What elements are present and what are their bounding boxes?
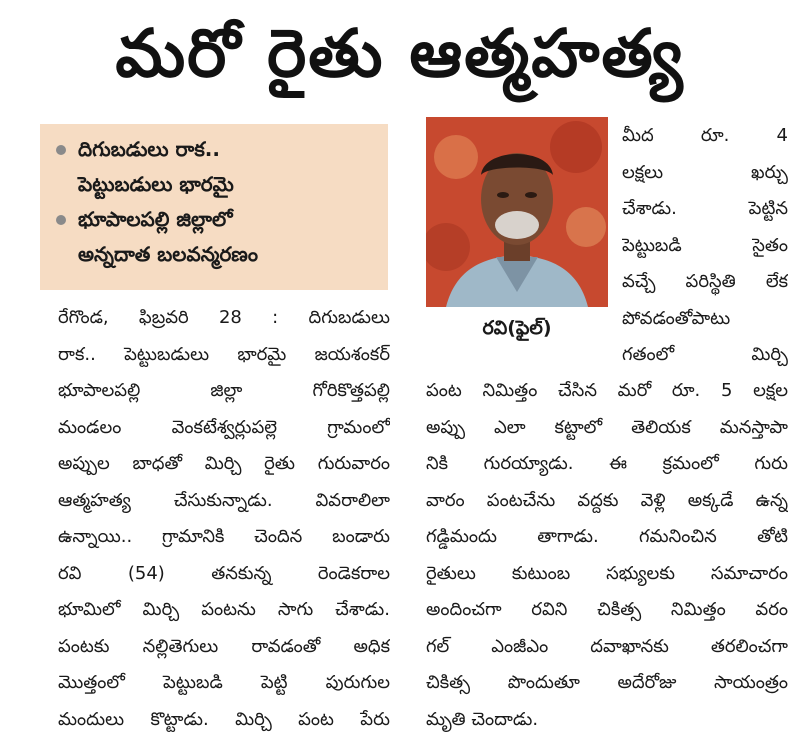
body-column-right-top bbox=[622, 118, 788, 374]
highlights-box bbox=[40, 124, 388, 290]
text-line: నికి గురయ్యాడు. ఈ క్రమంలో గురు bbox=[426, 453, 788, 474]
highlight-line: దిగుబడులు రాక.. bbox=[78, 137, 220, 161]
body-column-left bbox=[58, 300, 390, 738]
text-line: రైతులు కుటుంబ సభ్యులకు సమాచారం bbox=[426, 562, 788, 584]
text-line: భూపాలపల్లి జిల్లా గోరికొత్తపల్లి bbox=[58, 380, 390, 401]
text-line: లక్షలు ఖర్చు bbox=[622, 161, 788, 183]
text-line: పోవడంతోపాటు bbox=[622, 307, 731, 329]
text-line: పంటకు నల్లితెగులు రావడంతో అధిక bbox=[58, 635, 390, 657]
highlight-item bbox=[52, 132, 378, 202]
text-line: అప్పు ఎలా కట్టాలో తెలియక మనస్తాపా bbox=[426, 416, 788, 438]
highlight-line: భూపాలపల్లి జిల్లాలో bbox=[78, 207, 233, 231]
text-line: వారం పంటచేను వద్దకు వెళ్లి అక్కడే ఉన్న bbox=[426, 489, 788, 511]
text-line: భూమిలో మిర్చి పంటను సాగు చేశాడు. bbox=[58, 599, 390, 620]
text-line: రవి (54) తనకున్న రెండెకరాల bbox=[58, 562, 390, 584]
text-line: మృతి చెందాడు. bbox=[426, 708, 539, 730]
text-line: మండలం వెంకటేశ్వర్లుపల్లె గ్రామంలో bbox=[58, 416, 390, 438]
headline: మరో రైతు ఆత్మహత్య bbox=[115, 15, 685, 92]
text-line: మీద రూ. 4 bbox=[622, 125, 788, 146]
text-line: రేగొండ, ఫిబ్రవరి 28 : దిగుబడులు bbox=[58, 307, 390, 328]
text-line: అప్పుల బాధతో మిర్చి రైతు గురువారం bbox=[58, 453, 390, 474]
text-line: వచ్చే పరిస్థితి లేక bbox=[622, 271, 788, 292]
bullet-icon bbox=[56, 215, 66, 225]
highlight-line: పెట్టుబడులు భారమై bbox=[78, 172, 234, 196]
text-line: గల్ ఎంజీఎం దవాఖానకు తరలించగా bbox=[426, 635, 788, 657]
text-line: గడ్డిమందు తాగాడు. గమనించిన తోటి bbox=[426, 526, 788, 547]
photo-caption: రవి(ఫైల్) bbox=[482, 317, 552, 339]
text-line: మందులు కొట్టాడు. మిర్చి పంట పేరు bbox=[58, 708, 390, 730]
text-line: మొత్తంలో పెట్టుబడి పెట్టి పురుగుల bbox=[58, 672, 390, 693]
text-line: పంట నిమిత్తం చేసిన మరో రూ. 5 లక్షల bbox=[426, 380, 788, 401]
body-column-right bbox=[426, 373, 788, 738]
text-line: పెట్టుబడి సైతం bbox=[622, 234, 788, 256]
bullet-icon bbox=[56, 145, 66, 155]
portrait-photo bbox=[426, 117, 608, 307]
text-line: చేశాడు. పెట్టిన bbox=[622, 198, 788, 219]
text-line: ఆత్మహత్య చేసుకున్నాడు. వివరాలిలా bbox=[58, 489, 390, 511]
text-line: అందించగా రవిని చికిత్స నిమిత్తం వరం bbox=[426, 599, 788, 620]
portrait-illustration bbox=[426, 117, 608, 307]
text-line: ఉన్నాయి.. గ్రామానికి చెందిన బండారు bbox=[58, 526, 390, 547]
highlight-line: అన్నదాత బలవన్మరణం bbox=[78, 242, 258, 266]
text-line: రాక.. పెట్టుబడులు భారమై జయశంకర్ bbox=[58, 343, 390, 365]
text-line: చికిత్స పొందుతూ అదేరోజు సాయంత్రం bbox=[426, 672, 788, 693]
text-line: గతంలో మిర్చి bbox=[622, 344, 788, 365]
highlight-item bbox=[52, 202, 378, 272]
